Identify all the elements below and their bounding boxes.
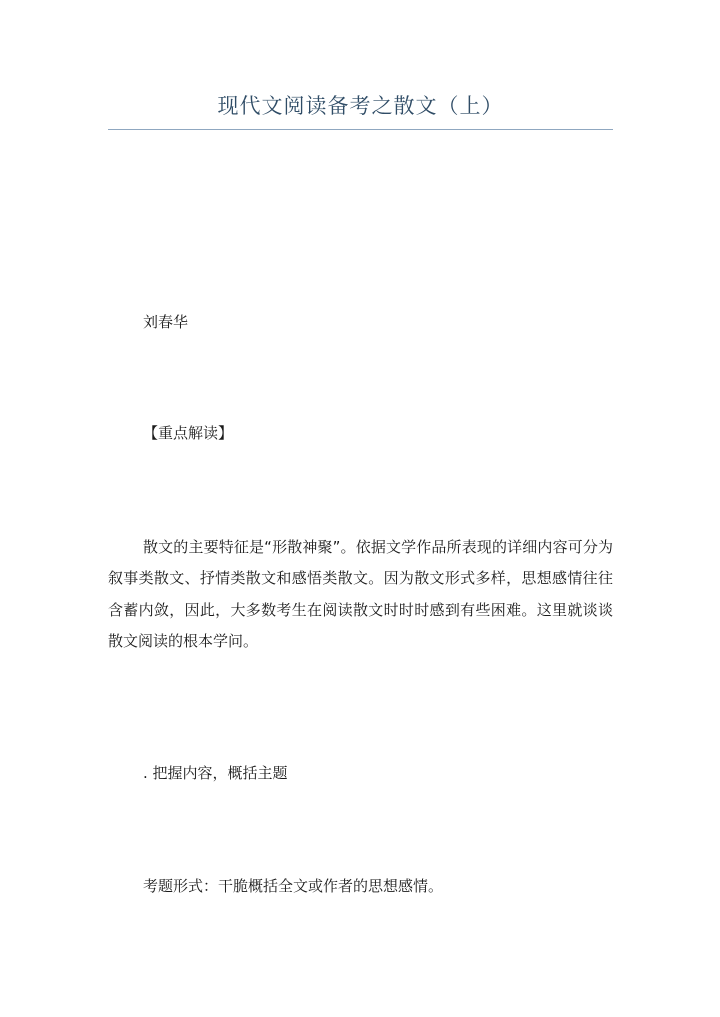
document-title: 现代文阅读备考之散文（上） bbox=[217, 94, 504, 118]
point-heading: . 把握内容，概括主题 bbox=[143, 764, 288, 782]
question-form-text: 考题形式：干脆概括全文或作者的思想感情。 bbox=[143, 877, 444, 895]
intro-paragraph: 散文的主要特征是“形散神聚”。依据文学作品所表现的详细内容可分为叙事类散文、抒情类散文和感悟类散文。因为散文形式多样，思想感情往往含蓄内敛，因此，大多数考生在阅读散文时时时感到有些困难。这里就谈谈散文阅读的根本学问。 bbox=[108, 538, 613, 650]
author-name: 刘春华 bbox=[143, 313, 189, 331]
title-divider bbox=[108, 129, 613, 130]
section-heading: 【重点解读】 bbox=[143, 424, 234, 442]
